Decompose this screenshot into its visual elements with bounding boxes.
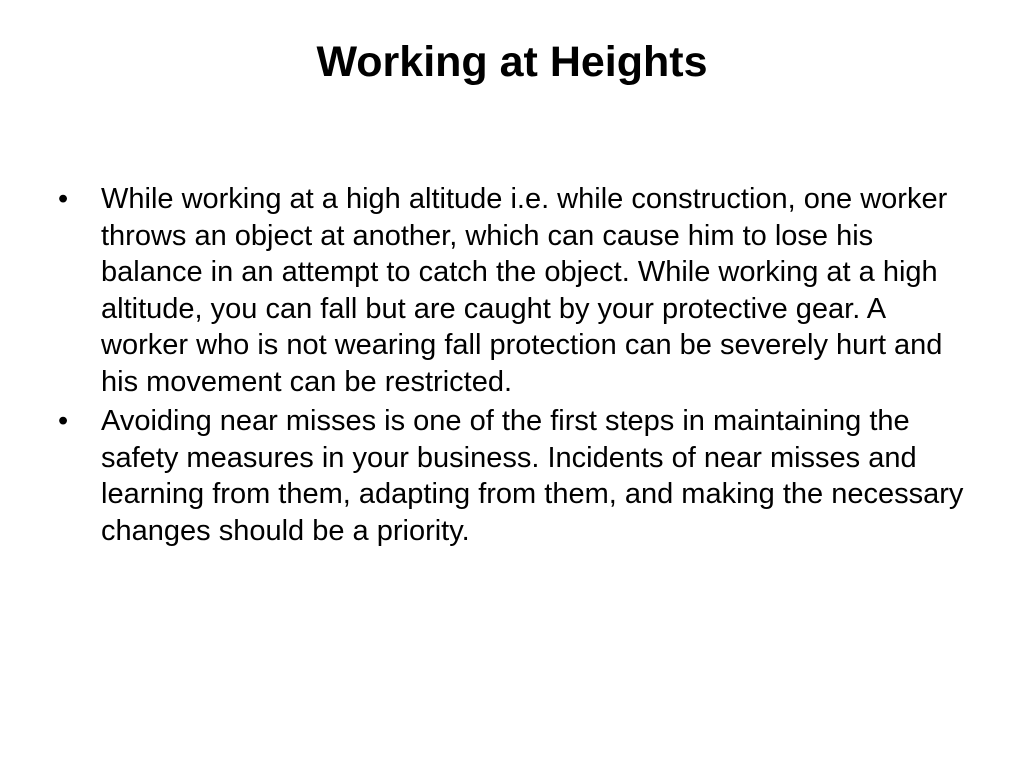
bullet-dot-icon: • [58, 405, 69, 437]
bullet-text-1: While working at a high altitude i.e. while construction, one worker throws an object at another, which can cause him to lose his balance in an attempt to catch the object. While working at a high altitude, you can fall but are caught by your protective gear. A worker who is not wearing fall protection can be severely hurt and his movement can be restricted. [101, 183, 948, 398]
bullet-item-2 [56, 403, 976, 549]
slide-title: Working at Heights [316, 38, 708, 86]
bullet-item-1 [56, 181, 976, 400]
bullet-list [56, 181, 976, 549]
bullet-dot-icon: • [58, 183, 69, 215]
bullet-text-2: Avoiding near misses is one of the first steps in maintaining the safety measures in your business. Incidents of near misses and learning from them, adapting from them, and making the necessary changes should be a priority. [101, 405, 964, 547]
